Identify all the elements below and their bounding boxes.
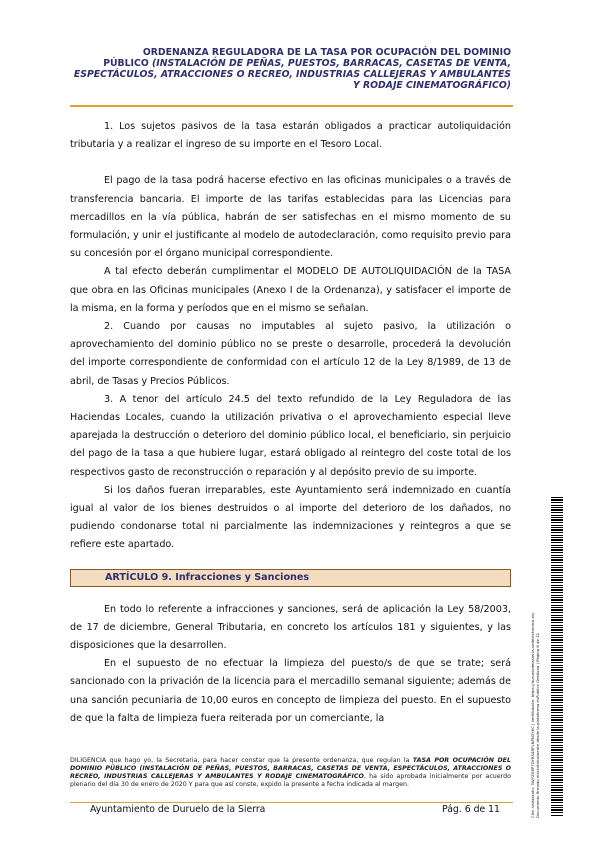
paragraph-5: 3. A tenor del artículo 24.5 del texto refundido de la Ley Reguladora de las Haciendas Locales, cuando la utilización privativa o el aprovechamiento especial lleve aparejada la destrucción o deterioro del dominio público local, el beneficiario, sin perjuicio del pago de la tasa a que hubiere lugar, estará obligado al reintegro del coste total de los respectivos gasto de reconstrucción o reparación y al depósito previo de su importe. — [70, 393, 511, 478]
paragraph-1: 1. Los sujetos pasivos de la tasa estarán obligados a practicar autoliquidación tributaria y a realizar el ingreso de su importe en el Tesoro Local. — [70, 121, 511, 151]
header-line-2a: PÚBLICO — [103, 58, 152, 69]
paragraph-6: Si los daños fueran irreparables, este Ayuntamiento será indemnizado en cuantía igual al valor de los bienes destruidos o al importe del deterioro de los dañados, no pudiendo condonarse total ni parcialmente las indemnizaciones y reintegros a que se refiere este apartado. — [70, 484, 511, 551]
header-line-2b: (INSTALACIÓN DE PEÑAS, PUESTOS, BARRACAS, CASETAS DE VENTA, — [151, 58, 511, 69]
paragraph-8: En el supuesto de no efectuar la limpieza del puesto/s de que se trate; será sancionado con la privación de la licencia para el mercadillo semanal siguiente; además de una sanción pecuniaria de 10,00 euros en concepto de limpieza del puesto. En el supuesto de que la falta de limpieza fuera reiterada por un comerciante, la — [70, 658, 511, 724]
paragraph-7: En todo lo referente a infracciones y sanciones, será de aplicación la Ley 58/2003, de 17 de diciembre, General Tributaria, en concreto los artículos 181 y siguientes, y las disposiciones que la desarrollen. — [70, 603, 511, 652]
paragraph-4: 2. Cuando por causas no imputables al sujeto pasivo, la utilización o aprovechamiento del dominio público no se preste o desarrolle, procederá la devolución del importe correspondiente de conformidad con el artículo 12 de la Ley 8/1989, de 13 de abril, de Tasas y Precios Públicos. — [70, 321, 511, 387]
diligencia-part-b: TASA POR OCUPACIÓN DEL DOMINIO PÚBLICO (INSTALACIÓN DE PEÑAS, PUESTOS, BARRACAS, CASETAS DE VENTA, ESPECTÁCULOS, ATRACCIONES O RECREO, INDUSTRIAS CALLEJERAS Y AMBULANTES Y RODAJE CINEMATOGRÁFICO — [70, 757, 511, 780]
side-line-2: Documento firmado electrónicamente desde la plataforma esPublico Gestiona | Página 6 de 11 — [535, 632, 540, 818]
document-body — [70, 118, 511, 728]
paragraph-2: El pago de la tasa podrá hacerse efectivo en las oficinas municipales o a través de transferencia bancaria. El importe de las tarifas establecidas para las Licencias para mercadillos en la vía pública, habrán de ser satisfechas en el mismo momento de su formulación, y unir el justificante al modelo de autodeclaración, como requisito previo para su concesión por el órgano municipal correspondiente. — [70, 175, 511, 260]
side-validation-text — [530, 498, 540, 818]
footer-divider — [70, 802, 513, 803]
validation-barcode — [551, 497, 563, 817]
header-line-4: Y RODAJE CINEMATOGRÁFICO) — [353, 80, 511, 91]
header-line-2 — [70, 58, 511, 69]
header-divider — [70, 105, 513, 107]
header-line-1: ORDENANZA REGULADORA DE LA TASA POR OCUPACIÓN DEL DOMINIO — [142, 47, 511, 58]
page-number: Pág. 6 de 11 — [442, 804, 500, 815]
side-line-1: Cód. Validación: 3WYZXEP7DYRS4RFLNPN3Y6C | Verificación: https://duruelodelasierra.sedelectronica.es/ — [530, 612, 535, 818]
diligencia-part-c: , ha sido aprobada inicialmente por acuerdo plenario del día 30 de enero de 2020 Y para que así conste, expido la presente a fecha indicada al margen. — [70, 773, 511, 788]
document-header — [70, 47, 511, 91]
article-9-title: ARTÍCULO 9. Infracciones y Sanciones — [70, 569, 511, 587]
diligencia-part-a: DILIGENCIA que hago yo, la Secretaria, para hacer constar que la presente ordenanza, que regulan la — [70, 757, 413, 764]
diligencia-note — [70, 757, 511, 789]
paragraph-3: A tal efecto deberán cumplimentar el MODELO DE AUTOLIQUIDACIÓN de la TASA que obra en las Oficinas municipales (Anexo I de la Ordenanza), y satisfacer el importe de la misma, en la forma y períodos que en el mismo se señalan. — [70, 266, 511, 314]
footer-organization: Ayuntamiento de Duruelo de la Sierra — [90, 804, 266, 815]
header-line-3: ESPECTÁCULOS, ATRACCIONES O RECREO, INDUSTRIAS CALLEJERAS Y AMBULANTES — [73, 69, 511, 80]
